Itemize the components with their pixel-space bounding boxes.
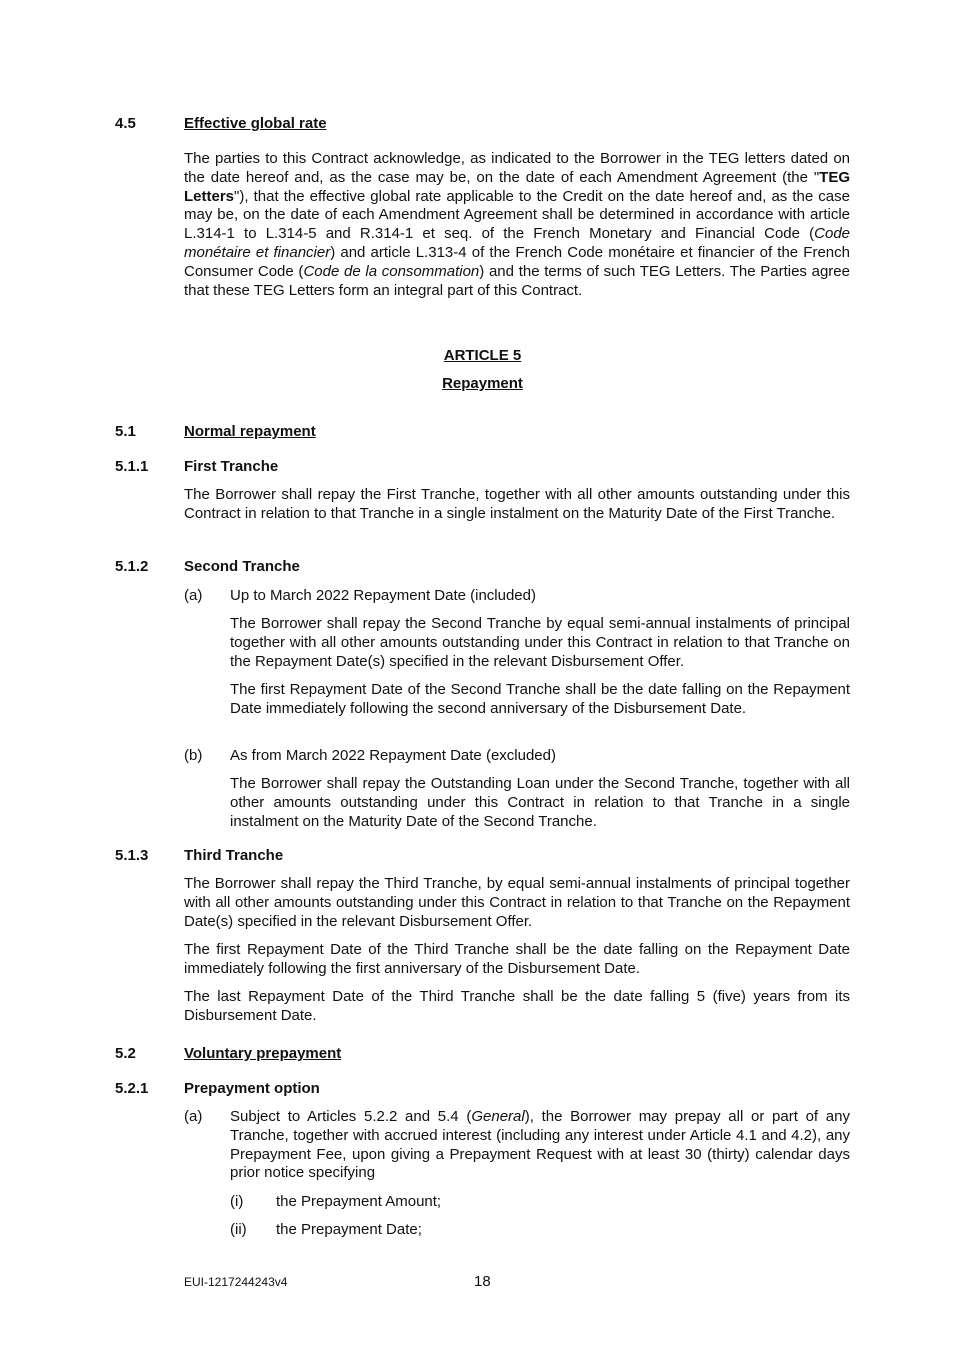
item-label: (b) [184, 747, 203, 764]
section-number: 5.1.2 [115, 558, 149, 575]
section-number: 5.1.1 [115, 458, 149, 475]
item-heading: Up to March 2022 Repayment Date (included) [230, 587, 536, 604]
section-title: Second Tranche [184, 558, 300, 575]
section-number: 5.2 [115, 1045, 136, 1062]
paragraph: The Borrower shall repay the Second Tranche by equal semi-annual instalments of principal together with all other amounts outstanding under this Contract in relation to that Tranche on the Repayment Date(s) specified in the relevant Disbursement Offer. [230, 615, 850, 670]
item-label: (a) [184, 587, 203, 604]
section-title: Prepayment option [184, 1080, 320, 1097]
section-title: Effective global rate [184, 115, 327, 132]
section-title: Voluntary prepayment [184, 1045, 342, 1062]
page-number: 18 [474, 1273, 491, 1290]
item-label: (i) [230, 1193, 244, 1210]
article-title: Repayment [442, 375, 523, 392]
section-number: 5.2.1 [115, 1080, 149, 1097]
section-number: 5.1 [115, 423, 136, 440]
paragraph: The first Repayment Date of the Second Tranche shall be the date falling on the Repayment Date immediately following the second anniversary of the Disbursement Date. [230, 681, 850, 717]
section-title: First Tranche [184, 458, 279, 475]
paragraph: The Borrower shall repay the Third Tranche, by equal semi-annual instalments of principal together with all other amounts outstanding under this Contract in relation to that Tranche on the Repayment Date(s) specified in the relevant Disbursement Offer. [184, 875, 850, 930]
paragraph: The last Repayment Date of the Third Tranche shall be the date falling 5 (five) years from its Disbursement Date. [184, 988, 850, 1024]
item-text: the Prepayment Amount; [276, 1193, 442, 1210]
paragraph: The Borrower shall repay the First Tranche, together with all other amounts outstanding under this Contract in relation to that Tranche in a single instalment on the Maturity Date of the First Tranche. [184, 486, 850, 522]
section-title: Third Tranche [184, 847, 284, 864]
paragraph: The parties to this Contract acknowledge, as indicated to the Borrower in the TEG letters dated on the date hereof and, as the case may be, on the date of each Amendment Agreement (the "TEG Letters"), that the effective global rate applicable to the Credit on the date hereof and, as the case may be, on the date of each Amendment Agreement shall be determined in accordance with article L.314-1 to L.314-5 and R.314-1 et seq. of the French Monetary and Financial Code (Code monétaire et financier) and article L.313-4 of the French Code monétaire et financier of the French Consumer Code (Code de la consommation) and the terms of such TEG Letters. The Parties agree that these TEG Letters form an integral part of this Contract. [184, 150, 850, 299]
item-label: (a) [184, 1108, 203, 1125]
item-heading: As from March 2022 Repayment Date (excluded) [230, 747, 556, 764]
paragraph: The first Repayment Date of the Third Tranche shall be the date falling on the Repayment Date immediately following the first anniversary of the Disbursement Date. [184, 941, 850, 977]
section-title: Normal repayment [184, 423, 316, 440]
item-text: the Prepayment Date; [276, 1221, 422, 1238]
item-label: (ii) [230, 1221, 247, 1238]
paragraph: The Borrower shall repay the Outstanding Loan under the Second Tranche, together with all other amounts outstanding under this Contract in relation to that Tranche in a single instalment on the Maturity Date of the Second Tranche. [230, 775, 850, 830]
section-number: 4.5 [115, 115, 136, 132]
document-id: EUI-1217244243v4 [184, 1275, 288, 1289]
paragraph: Subject to Articles 5.2.2 and 5.4 (General), the Borrower may prepay all or part of any Tranche, together with accrued interest (including any interest under Article 4.1 and 4.2), any Prepayment Fee, upon giving a Prepayment Request with at least 30 (thirty) calendar days prior notice specifying [230, 1108, 850, 1182]
section-number: 5.1.3 [115, 847, 149, 864]
article-label: ARTICLE 5 [443, 347, 522, 364]
